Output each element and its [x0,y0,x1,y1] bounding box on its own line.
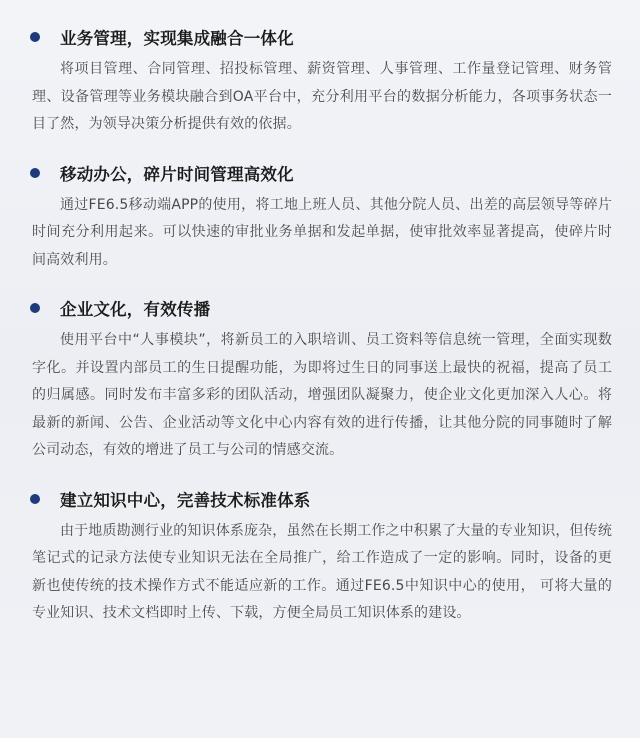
bullet-dot-icon [30,168,40,178]
section-heading [30,22,614,52]
section-corporate-culture [30,293,614,465]
bullet-dot-icon [30,32,40,42]
section-business-management [30,22,614,139]
section-title: 移动办公，碎片时间管理高效化 [60,164,294,184]
section-heading [30,484,614,514]
section-paragraph: 使用平台中“人事模块”，将新员工的入职培训、员工资料等信息统一管理，全面实现数字化。并设置内部员工的生日提醒功能，为即将过生日的同事送上最快的祝福，提高了员工的归属感。同时发布丰富多彩的团队活动，增强团队凝聚力，使企业文化更加深入人心。将最新的新闻、公告、企业活动等文化中心内容有效的进行传播，让其他分院的同事随时了解公司动态，有效的增进了员工与公司的情感交流。 [32,332,612,458]
section-mobile-office [30,158,614,275]
bullet-dot-icon [30,494,40,504]
bullet-dot-icon [30,303,40,313]
section-title: 业务管理，实现集成融合一体化 [60,29,294,48]
section-paragraph: 通过FE6.5移动端APP的使用，将工地上班人员、其他分院人员、出差的高层领导等碎片时间充分利用起来。可以快速的审批业务单据和发起单据，使审批效率显著提高，使碎片时间高效利用。 [32,196,612,268]
section-title: 建立知识中心，完善技术标准体系 [60,490,311,510]
section-paragraph: 将项目管理、合同管理、招投标管理、薪资管理、人事管理、工作量登记管理、财务管理、设备管理等业务模块融合到OA平台中，充分利用平台的数据分析能力，各项事务状态一目了然，为领导决策分析提供有效的依据。 [32,61,612,132]
section-heading [30,293,614,323]
section-heading [30,158,614,188]
section-knowledge-center [30,484,614,628]
section-title: 企业文化，有效传播 [60,300,211,319]
section-paragraph: 由于地质勘测行业的知识体系庞杂，虽然在长期工作之中积累了大量的专业知识，但传统笔记式的记录方法使专业知识无法在全局推广，给工作造成了一定的影响。同时，设备的更新也使传统的技术操作方式不能适应新的工作。通过FE6.5中知识中心的使用， 可将大量的专业知识、技术文档即时上传、下载，方便全局员工知识体系的建设。 [32,522,612,621]
